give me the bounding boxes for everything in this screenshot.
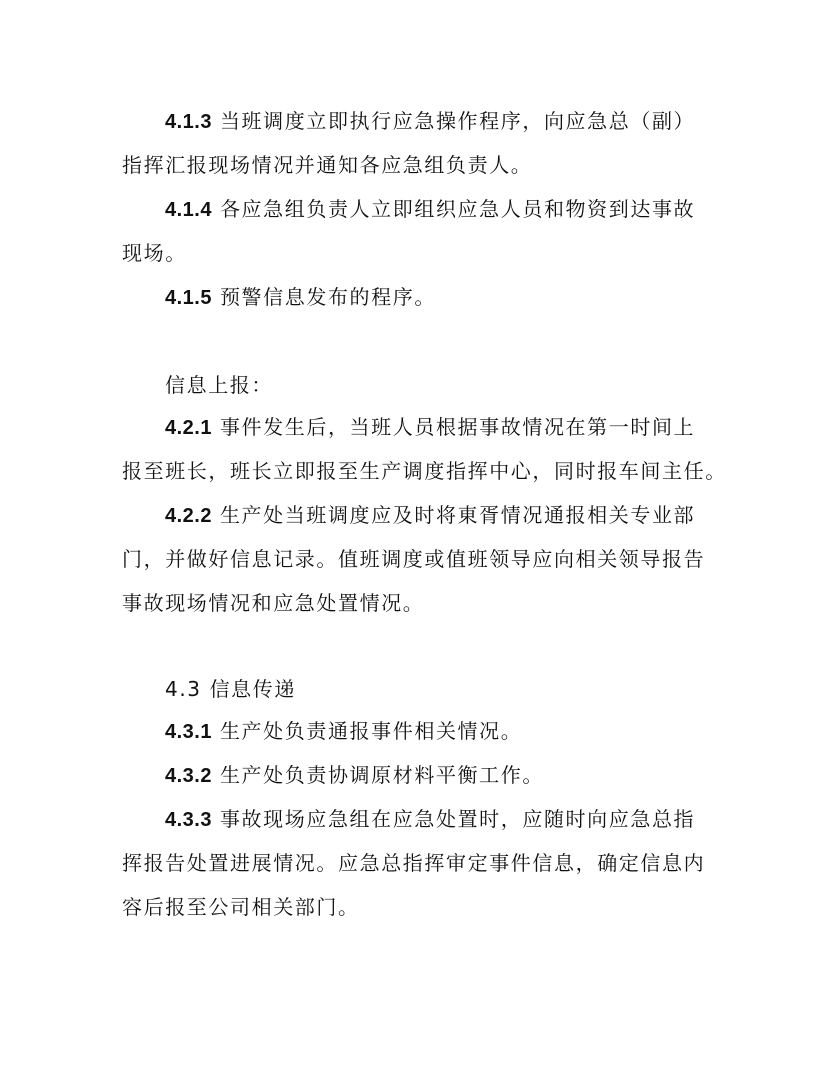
section-number: 4.2.2 <box>165 505 212 527</box>
paragraph-4-1-4-line-1 <box>165 196 695 223</box>
paragraph-4-3-3-line-3: 容后报至公司相关部门。 <box>122 895 360 919</box>
paragraph-4-2-1-line-2: 报至班长，班长立即报至生产调度指挥中心，同时报车间主任。 <box>122 459 727 483</box>
paragraph-4-1-3-line-2: 指挥汇报现场情况并通知各应急组负责人。 <box>122 153 533 177</box>
paragraph-4-2-1-line-1 <box>165 414 695 441</box>
heading-info-report: 信息上报： <box>165 373 273 397</box>
paragraph-4-3-1-line-1 <box>165 718 522 745</box>
section-number: 4.3.2 <box>165 765 212 787</box>
paragraph-text: 生产处负责通报事件相关情况。 <box>211 719 523 743</box>
paragraph-4-1-5-line-1 <box>165 284 436 311</box>
paragraph-4-3-3-line-2: 挥报告处置进展情况。应急总指挥审定事件信息，确定信息内 <box>122 851 706 875</box>
paragraph-4-2-2-line-3: 事故现场情况和应急处置情况。 <box>122 591 425 615</box>
paragraph-text: 各应急组负责人立即组织应急人员和物资到达事故 <box>211 197 696 221</box>
paragraph-text: 生产处当班调度应及时将東胥情况通报相关专业部 <box>211 503 696 527</box>
paragraph-4-3-3-line-1 <box>165 806 695 833</box>
section-number: 4.3.1 <box>165 721 212 743</box>
paragraph-text: 事件发生后，当班人员根据事故情况在第一时间上 <box>211 415 696 439</box>
paragraph-4-2-2-line-2: 门，并做好信息记录。值班调度或值班领导应向相关领导报告 <box>122 547 706 571</box>
section-number: 4.1.3 <box>165 111 212 133</box>
paragraph-4-1-4-line-2: 现场。 <box>122 241 187 265</box>
heading-info-transfer: 4.3 信息传递 <box>165 677 296 701</box>
section-number: 4.1.4 <box>165 199 212 221</box>
paragraph-text: 生产处负责协调原材料平衡工作。 <box>211 763 544 787</box>
paragraph-4-3-2-line-1 <box>165 762 544 789</box>
section-number: 4.3.3 <box>165 809 212 831</box>
section-number: 4.2.1 <box>165 417 212 439</box>
section-number: 4.1.5 <box>165 287 212 309</box>
paragraph-text: 当班调度立即执行应急操作程序，向应急总（副） <box>211 109 696 133</box>
paragraph-text: 事故现场应急组在应急处置时，应随时向应急总指 <box>211 807 696 831</box>
paragraph-text: 预警信息发布的程序。 <box>211 285 436 309</box>
paragraph-4-1-3-line-1 <box>165 108 695 135</box>
paragraph-4-2-2-line-1 <box>165 502 695 529</box>
